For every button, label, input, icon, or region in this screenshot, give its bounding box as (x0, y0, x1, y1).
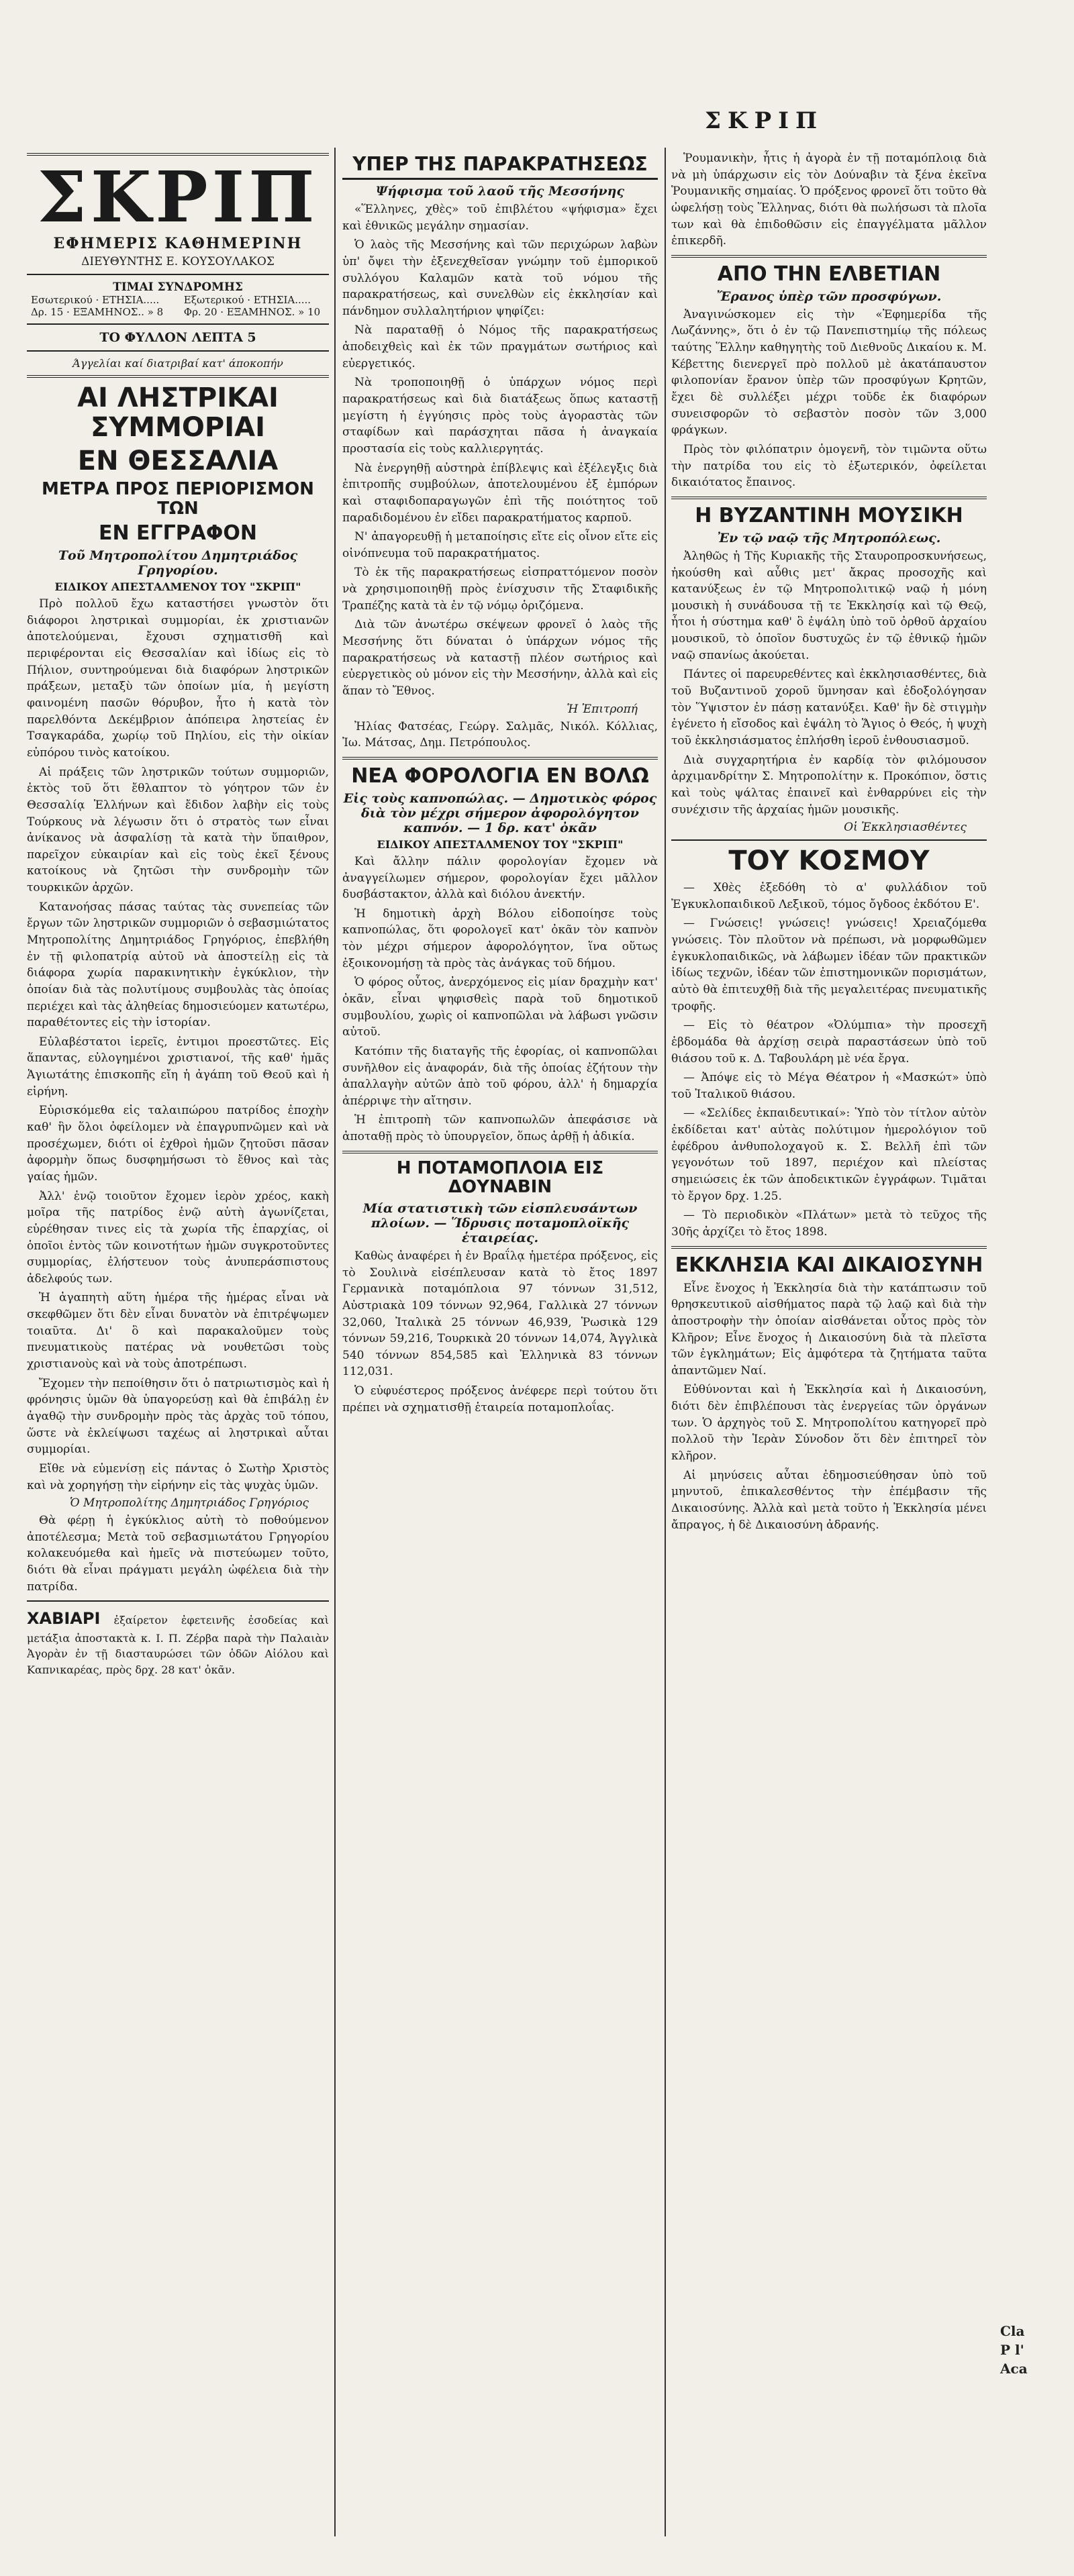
newspaper-page (27, 27, 1034, 2563)
issue-price: ΤΟ ΦΥΛΛΟΝ ΛΕΠΤΑ 5 (99, 330, 256, 345)
divider (27, 375, 329, 378)
article-paragraph: Εὐθύνονται καὶ ἡ Ἐκκλησία καὶ ἡ Δικαιοσύνη, διότι δὲν ἐπιβλέπουσι τὰς ἐνεργείας τῶν ὀργάνων των. Ὁ ἀρχηγὸς τοῦ Σ. Μητροπολίτου κατηγορεῖ πρὸ πολλοῦ τὴν Ἱερὰν Σύνοδον ὅτι δὲν ἐπιτηρεῖ τὸν κλῆρον. (671, 1383, 987, 1463)
masthead-title: ΣΚΡΙΠ (37, 156, 319, 238)
article-paragraph: Διὰ συγχαρητήρια ἐν καρδίᾳ τὸν φιλόμουσον ἀρχιμανδρίτην Σ. Μητροπολίτην κ. Προκόπιον, ὅστις καὶ τοὺς ψάλτας ἐπαινεῖ καὶ ἐνθαρρύνει εἰς τὴν συνέχισιν τῆς ἀρχαίας ἡμῶν μουσικῆς. (671, 753, 987, 817)
column-2 (342, 148, 658, 2536)
divider (671, 255, 987, 258)
article-paragraph: Ἀλλ' ἐνῷ τοιοῦτον ἔχομεν ἱερὸν χρέος, κακὴ μοῖρα τῆς πατρίδος ἐνῷ αὐτὴ ἀγωνίζεται, εὑρέθησαν τινες εἰς τὰ χωρία τῆς ἐπαρχίας, οἱ ὁποῖοι ἐντὸς τῶν κοινοτήτων ἡμῶν συγκροτοῦντες συμμορίας, ἐλήστευον τοὺς ἀνυπεράσπιστους ἀδελφούς των. (27, 1189, 329, 1286)
article-paragraph: Ὁ φόρος οὗτος, ἀνερχόμενος εἰς μίαν δραχμὴν κατ' ὀκᾶν, εἶναι ψηφισθεὶς παρὰ τοῦ δημοτικοῦ συμβουλίου, χωρὶς οἱ καπνοπῶλαι νὰ λάβωσι γνῶσιν αὐτοῦ. (342, 976, 658, 1039)
article-paragraph: Ἀληθῶς ἡ Τῆς Κυριακῆς τῆς Σταυροπροσκυνήσεως, ἠκούσθη καὶ αὖθις μετ' ἄκρας προσοχῆς καὶ κατανύξεως ἐν τῷ Μητροπολιτικῷ ναῷ ἡ μόνη μουσικὴ ἡ συνάδουσα τῇ τε Ἐκκλησίᾳ καὶ τῷ Θεῷ, ἦτοι ἡ σύστημα καθ' ὃ ἐψάλη ὑπὸ τοῦ ὀρθοῦ ἀρχαίου μουσικοῦ, τὸ ὁποῖον δυστυχῶς ἐν τῷ ἐθνικῷ ἡμῶν ναῷ σπανίως ἀκούεται. (671, 549, 987, 662)
divider (671, 497, 987, 499)
masthead-subtitle: ΕΦΗΜΕΡΙΣ ΚΑΘΗΜΕΡΙΝΗ (53, 235, 303, 252)
classified-ad (27, 1607, 329, 1677)
article-paragraph: Εἴθε νὰ εὐμενίσῃ εἰς πάντας ὁ Σωτὴρ Χριστὸς καὶ νὰ χορηγήσῃ τὴν εἰρήνην εἰς τὰς ψυχὰς ὑμῶν. (27, 1461, 329, 1492)
article-paragraph: Ἡ δημοτικὴ ἀρχὴ Βόλου εἰδοποίησε τοὺς καπνοπώλας, ὅτι φορολογεῖ κατ' ὀκᾶν τὸν καπνὸν τὸν μέχρι σήμερον ἀφορολόγητον, ἵνα οὕτως ἐξοικονομήσῃ τὰ πρὸς τὰς ἀνάγκας τοῦ δήμου. (342, 907, 658, 970)
ads-note: Άγγελίαι καί διατριβαί κατ' άποκοπήν (72, 357, 283, 370)
divider (27, 323, 329, 325)
article-deck: Ἔρανος ὑπὲρ τῶν προσφύγων. (716, 289, 942, 304)
article-paragraph: Ἀναγινώσκομεν εἰς τὴν «Ἐφημερίδα τῆς Λωζάννης», ὅτι ὁ ἐν τῷ Πανεπιστημίῳ τῆς πόλεως ταύτης Ἕλλην καθηγητὴς τοῦ Διεθνοῦς Δικαίου κ. Μ. Κέβεττης διενεργεῖ πρὸ πολλοῦ μὲ ἀκατάπαυστον φιλοπονίαν ἔρανον ὑπὲρ τῶν προσφύγων Κρητῶν, ἔχει δὲ συλλέξει μέχρι τοῦδε ἐκ διαφόρων συνεισφορῶν τὸ σεβαστὸν ποσὸν τῶν 3,000 φράγκων. (671, 307, 987, 437)
divider (27, 350, 329, 352)
article-paragraph: Θὰ φέρῃ ἡ ἐγκύκλιος αὐτὴ τὸ ποθούμενον ἀποτέλεσμα; Μετὰ τοῦ σεβασμιωτάτου Γρηγορίου κολακευόμεθα καὶ ἡμεῖς νὰ πιστεύωμεν τοῦτο, διότι θὰ εἶναι πράγματι μεγάλη ὠφέλεια διὰ τὴν πατρίδα. (27, 1514, 329, 1594)
subscription-title: ΤΙΜΑΙ ΣΥΝΔΡΟΜΗΣ (113, 280, 243, 294)
article-signature: Οἱ Ἐκκλησιασθέντες (844, 821, 967, 835)
headline-bandits: ΑΙ ΛΗΣΤΡΙΚΑΙ ΣΥΜΜΟΡΙΑΙ (77, 382, 279, 443)
headline-byzantine-music: Η ΒΥΖΑΝΤΙΝΗ ΜΟΥΣΙΚΗ (695, 503, 963, 527)
headline-church-justice: ΕΚΚΛΗΣΙΑ ΚΑΙ ΔΙΚΑΙΟΣΥΝΗ (675, 1253, 983, 1277)
divider (27, 1600, 329, 1602)
article-paragraph: Ὁ λαὸς τῆς Μεσσήνης καὶ τῶν περιχώρων λαβὼν ὑπ' ὄψει τὴν ἐξενεχθεῖσαν γνώμην τοῦ ἐμπορικοῦ συλλόγου Καλαμῶν κατὰ τοῦ νόμου τῆς παρακρατήσεως, καὶ συνελθὼν εἰς ἐκκλησίαν καὶ πάνδημον συλλαλητήριον ψηφίζει: (342, 238, 658, 318)
column-3 (671, 148, 987, 2536)
article-paragraph: Εὐρισκόμεθα εἰς ταλαιπώρου πατρίδος ἐποχὴν καθ' ἣν ὅλοι ὀφείλομεν νὰ ἐπαγρυπνῶμεν καὶ νὰ προσέχωμεν, διότι οἱ ἐχθροὶ ἡμῶν ζητοῦσι πᾶσαν ἀφορμὴν ὅπως δυσφημήσωσι τὸ ἔθνος καὶ τὰς γαίας ἡμῶν. (27, 1104, 329, 1184)
subscription-rates (27, 294, 329, 318)
article-paragraph: Νὰ παραταθῇ ὁ Νόμος τῆς παρακρατήσεως ἀποδειχθεὶς καὶ ἐκ τῶν πραγμάτων σωτήριος καὶ εὐεργετικός. (342, 323, 658, 370)
subscription-foreign: Εξωτερικού · ΕΤΗΣΙΑ..... Φρ. 20 · ΕΞΑΜΗΝΟΣ. » 10 (183, 294, 321, 318)
article-paragraph: Αἱ πράξεις τῶν ληστρικῶν τούτων συμμοριῶν, ἐκτὸς τοῦ ὅτι ἔθλαπτον τὸ γόητρον τῶν ἐν Θεσσαλίᾳ Ἑλλήνων καὶ ἔδιδον λαβὴν εἰς τοὺς Τούρκους νὰ λέγωσιν ὅτι ὁ στρατὸς των εἶναι ἀνίκανος νὰ ἀσφαλίσῃ τὰ κατὰ τὴν ὕπαιθρον, παρεῖχον εὐκαιρίαν καὶ εἰς τοὺς ἐκεῖ ξένους κατοίκους νὰ ζητῶσι τὴν συνδρομὴν τῶν τουρκικῶν ἀρχῶν. (27, 765, 329, 895)
article-paragraph: Ἔχομεν τὴν πεποίθησιν ὅτι ὁ πατριωτισμὸς καὶ ἡ φρόνησις ὑμῶν θὰ ὑπαγορεύσῃ καὶ θὰ ἐπιβάλῃ ἐν ἀγαθῷ τὴν συνδρομὴν πρὸς τὰς ἀρχὰς τοῦ τόπου, ὥστε νὰ ἐκλείψωσι ταχέως αἱ ληστρικαὶ αὗται συμμορίαι. (27, 1376, 329, 1457)
classified-title: ΧΑΒΙΑΡΙ (27, 1609, 101, 1629)
article-paragraph: Διὰ τῶν ἀνωτέρω σκέψεων φρονεῖ ὁ λαὸς τῆς Μεσσήνης ὅτι δύναται ὁ ὑπάρχων νόμος τῆς παρακρατήσεως νὰ καταστῇ πλέον σωτήριος καὶ εὐεργετικὸς οὐ μόνον εἰς τὴν Μεσσήνην, ἀλλὰ καὶ εἰς ἅπαν τὸ Ἔθνος. (342, 618, 658, 698)
article-paragraph: «Ἕλληνες, χθὲς» τοῦ ἐπιβλέτου «ψήφισμα» ἔχει καὶ ἐθνικῶς μεγάλην σημασίαν. (342, 203, 658, 233)
article-paragraph: Κατόπιν τῆς διαταγῆς τῆς ἐφορίας, οἱ καπνοπῶλαι συνῆλθον εἰς ἀναφοράν, διὰ τῆς ὁποίας ἐζήτουν τὴν ἀπαλλαγὴν αὐτῶν ἀπὸ τοῦ φόρου, ἀλλ' ἡ δημαρχία ἀπέρριψε τὴν αἴτησιν. (342, 1044, 658, 1108)
column-rule (665, 148, 666, 2536)
article-paragraph: Ἡ ἀγαπητὴ αὕτη ἡμέρα τῆς ἡμέρας εἶναι νὰ σκεφθῶμεν ὅτι δὲν εἶναι δυνατὸν νὰ ἐπιτρέψωμεν τοιαῦτα. Δι' ὃ καὶ παρακαλοῦμεν τοὺς πνευματικοὺς πατέρας νὰ νουθετῶσι τοὺς χριστιανοὺς καὶ νὰ τοὺς ἀποτρέπωσι. (27, 1291, 329, 1372)
headline-thessaly: ΕΝ ΘΕΣΣΑΛΙΑ (77, 446, 279, 476)
divider (671, 839, 987, 841)
article-paragraph: Νὰ ἐνεργηθῇ αὐστηρὰ ἐπίβλεψις καὶ ἐξέλεγξις διὰ ἐπιτροπῆς συμβούλων, ἀποτελουμένου ἐξ ἐμπόρων καὶ σταφιδοπαραγωγῶν ἐπὶ τῆς ποιότητος τοῦ παραδιδομένου ἐν εἴδει παρακρατήματος καρποῦ. (342, 461, 658, 525)
headline-tax: ΝΕΑ ΦΟΡΟΛΟΓΙΑ ΕΝ ΒΟΛΩ (351, 764, 649, 788)
article-deck: Ἐν τῷ ναῷ τῆς Μητροπόλεως. (717, 530, 941, 546)
article-deck: Μία στατιστικὴ τῶν εἰσπλευσάντων πλοίων. — Ἵδρυσις ποταμοπλοϊκῆς ἑταιρείας. (362, 1200, 638, 1245)
headline-measures: ΜΕΤΡΑ ΠΡΟΣ ΠΕΡΙΟΡΙΣΜΟΝ ΤΩΝ (42, 479, 314, 519)
masthead-director: ΔΙΕΥΘΥΝΤΗΣ Ε. ΚΟΥΣΟΥΛΑΚΟΣ (81, 255, 275, 268)
section-heading: ΥΠΕΡ ΤΗΣ ΠΑΡΑΚΡΑΤΗΣΕΩΣ (342, 153, 658, 180)
article-paragraph: — «Σελίδες ἐκπαιδευτικαί»: Ὑπὸ τὸν τίτλον αὐτὸν ἐκδίδεται κατ' αὐτὰς πολύτιμον ἡμερολόγιον τοῦ ἐφέδρου ἀνθυπολοχαγοῦ κ. Σ. Βελλῆ ἐπὶ τῶν γεγονότων τοῦ 1897, περιέχον καὶ πλείστας σημειώσεις ἐκ τῶν ἀποδεικτικῶν ἐγγράφων. Τιμᾶται τὸ ἔργον δρχ. 1.25. (671, 1106, 987, 1203)
article-paragraph: — Εἰς τὸ θέατρον «Ὀλύμπια» τὴν προσεχῆ ἑβδομάδα θὰ ἀρχίσῃ σειρὰ παραστάσεων ὑπὸ τοῦ θιάσου τοῦ κ. Δ. Ταβουλάρη μὲ νέα ἔργα. (671, 1019, 987, 1066)
headline-society: ΤΟΥ ΚΟΣΜΟΥ (728, 845, 930, 877)
article-paragraph: Κατανοήσας πάσας ταύτας τὰς συνεπείας τῶν ἔργων τῶν ληστρικῶν συμμοριῶν ὁ σεβασμιώτατος Μητροπολίτης Δημητριάδος Γρηγόριος, ἐπεβλήθη ἐν τῇ φιλοπατρίᾳ αὐτοῦ νὰ ἀποστείλῃ εἰς τὰ διάφορα χωρία παρακινητικὴν ἐγκύκλιον, τὴν ὁποίαν διὰ τὰς πολυτίμους συμβουλὰς τὰς ὁποίας περιέχει καὶ τὰς ἀληθείας δημοσιεύομεν κατωτέρω, παραθέτοντες εἰς τὴν ἱστορίαν. (27, 900, 329, 1030)
divider (342, 1151, 658, 1153)
adjacent-page-fragment: Cla P l' Aca (1000, 2323, 1028, 2377)
article-paragraph: — Τὸ περιοδικὸν «Πλάτων» μετὰ τὸ τεῦχος τῆς 30ῆς ἀρχίζει τὸ ἔτος 1898. (671, 1208, 987, 1239)
article-signature: Ὁ Μητροπολίτης Δημητριάδος Γρηγόριος (69, 1496, 309, 1510)
article-paragraph: Ἡ ἐπιτροπὴ τῶν καπνοπωλῶν ἀπεφάσισε νὰ ἀποταθῇ πρὸς τὸ ὑπουργεῖον, ὅπως ἀρθῇ ἡ ἀδικία. (342, 1113, 658, 1144)
headline-document: ΕΝ ΕΓΓΡΑΦΟΝ (98, 521, 258, 546)
divider (671, 1246, 987, 1249)
article-paragraph: — Χθὲς ἐξεδόθη τὸ α' φυλλάδιον τοῦ Ἐγκυκλοπαιδικοῦ Λεξικοῦ, τόμος ὄγδοος ἐκδότου Ε'. (671, 881, 987, 911)
article-paragraph: Εἶνε ἔνοχος ἡ Ἐκκλησία διὰ τὴν κατάπτωσιν τοῦ θρησκευτικοῦ αἰσθήματος παρὰ τῷ λαῷ καὶ διὰ τὴν ἀποστροφὴν τὴν ὁποίαν αἰσθάνεται οὗτος πρὸς τὸν Κλῆρον; Εἶνε ἔνοχος ἡ Δικαιοσύνη διὰ τὰ πλεῖστα τῶν ἐγκλημάτων; Εἰς ἀμφότερα τὰ ζητήματα ταῦτα ἀπαντῶμεν Ναί. (671, 1281, 987, 1378)
article-paragraph: Ν' ἀπαγορευθῇ ἡ μεταποίησις εἴτε εἰς οἶνον εἴτε εἰς οἰνόπνευμα τοῦ παρακρατήματος. (342, 530, 658, 560)
article-paragraph: Αἱ μηνύσεις αὗται ἐδημοσιεύθησαν ὑπὸ τοῦ μηνυτοῦ, ἐπικαλεσθέντος τὴν ἐπέμβασιν τῆς Δικαιοσύνης. Ἀλλὰ καὶ μετὰ τοῦτο ἡ Ἐκκλησία μένει ἄπραγος, ἡ δὲ Δικαιοσύνη ἀδρανής. (671, 1468, 987, 1532)
article-paragraph: Ῥουμανικὴν, ἧτις ἡ ἀγορὰ ἐν τῇ ποταμόπλοιᾳ διὰ νὰ μὴ ὑπάρχωσιν εἰς τὸν Δούναβιν τὰ ξένα ἐκεῖνα Ῥουμανικῆς σημαίας. Ὁ πρόξενος φρονεῖ ὅτι τοῦτο θὰ ὠφελήσῃ τοὺς Ἕλληνας, διότι θὰ πωλήσωσι τὰ πλοῖα των καὶ θὰ ἐπιδοθῶσιν εἰς ἐπαγγέλματα μᾶλλον ἐπικερδῆ. (671, 152, 987, 248)
article-byline: ΕΙΔΙΚΟΥ ΑΠΕΣΤΑΛΜΕΝΟΥ ΤΟΥ "ΣΚΡΙΠ" (377, 837, 624, 851)
article-paragraph: Τὸ ἐκ τῆς παρακρατήσεως εἰσπραττόμενον ποσὸν νὰ χρησιμοποιηθῇ πρὸς ἐνίσχυσιν τῆς Σταφιδικῆς Τραπέζης κατὰ τὰ ἐν τῷ νόμῳ ὁριζόμενα. (342, 566, 658, 613)
article-paragraph: Καθὼς ἀναφέρει ἡ ἐν Βραΐλᾳ ἡμετέρα πρόξενος, εἰς τὸ Σουλινὰ εἰσέπλευσαν κατὰ τὸ ἔτος 1897 Γερμανικὰ ποταμόπλοια 97 τόννων 31,512, Αὐστριακὰ 109 τόννων 92,964, Γαλλικὰ 27 τόννων 32,060, Ἰταλικὰ 25 τόννων 46,939, Ῥωσικὰ 129 τόννων 59,216, Τουρκικὰ 20 τόννων 14,074, Ἀγγλικὰ 540 τόννων 854,585 καὶ Ἑλληνικὰ 83 τόννων 112,031. (342, 1249, 658, 1379)
subscription-domestic: Εσωτερικού · ΕΤΗΣΙΑ..... Δρ. 15 · ΕΞΑΜΗΝΟΣ.. » 8 (31, 294, 164, 318)
headline-switzerland: ΑΠΟ ΤΗΝ ΕΛΒΕΤΙΑΝ (717, 262, 941, 286)
article-paragraph: — Γνώσεις! γνώσεις! γνώσεις! Χρειαζόμεθα γνώσεις. Τὸν πλοῦτον νὰ πρέπωσι, νὰ μορφωθῶμεν ἐγκυκλοπαιδικῶς, νὰ λάβωμεν ἰδέαν τῶν πρακτικῶν ἰδίως τεχνῶν, ἰδέαν τῶν ἐπιστημονικῶν πορισμάτων, αὐτὸ θὰ ἐπιτευχθῇ διὰ τῆς μεγαλειτέρας πνευματικῆς τροφῆς. (671, 917, 987, 1013)
column-1 (27, 148, 329, 2536)
article-paragraph: Νὰ τροποποιηθῇ ὁ ὑπάρχων νόμος περὶ παρακρατήσεως καὶ διὰ διατάξεως ὅπως καταστῇ μεγίστη ἡ ἐγγύησις πρὸς τοὺς ἀγοραστὰς τῶν σταφίδων καὶ παράσχηται πᾶσα ἡ ἀναγκαία προστασία εἰς τοὺς καλλιεργητάς. (342, 376, 658, 456)
article-paragraph: Εὐλαβέστατοι ἱερεῖς, ἐντιμοι προεστῶτες. Εἰς ἅπαντας, εὐλογημένοι χριστιανοί, τῆς καθ' ἡμᾶς Ἁγιωτάτης ἐπισκοπῆς εἴη ἡ ἀγάπη τοῦ Θεοῦ καὶ ἡ εἰρήνη. (27, 1035, 329, 1098)
article-paragraph: — Ἀπόψε εἰς τὸ Μέγα Θέατρον ἡ «Μασκώτ» ὑπὸ τοῦ Ἰταλικοῦ θιάσου. (671, 1071, 987, 1101)
committee-title: Ἡ Ἐπιτροπή (567, 702, 638, 716)
article-deck: Εἰς τοὺς καπνοπώλας. — Δημοτικὸς φόρος διὰ τὸν μέχρι σήμερον ἀφορολόγητον καπνόν. — 1 δρ. κατ' ὀκᾶν (343, 790, 657, 835)
article-byline: ΕΙΔΙΚΟΥ ΑΠΕΣΤΑΛΜΕΝΟΥ ΤΟΥ "ΣΚΡΙΠ" (54, 580, 301, 594)
article-deck: Ψήφισμα τοῦ λαοῦ τῆς Μεσσήνης (375, 184, 625, 199)
article-paragraph: Καὶ ἄλλην πάλιν φορολογίαν ἔχομεν νὰ ἀναγγείλωμεν σήμερον, φορολογίαν ἔχει μᾶλλον δυσβάστακτον, ἀλλὰ καὶ διόλου ἀνεκτήν. (342, 854, 658, 902)
article-paragraph: Ὁ εὐφυέστερος πρόξενος ἀνέφερε περὶ τούτου ὅτι πρέπει νὰ σχηματισθῇ ἑταιρεία ποταμοπλοΐας. (342, 1384, 658, 1414)
divider (27, 274, 329, 275)
article-paragraph: Πάντες οἱ παρευρεθέντες καὶ ἐκκλησιασθέντες, διὰ τοῦ Βυζαντινοῦ χοροῦ ὕμνησαν καὶ ἐδοξολόγησαν τὸν Ὕψιστον ἐν πάσῃ κατανύξει. Καθ' ἣν δὲ στιγμὴν ἐγένετο ἡ εἴσοδος καὶ ἐψάλη τὸ Ἅγιος ὁ Θεός, ἡ ψυχὴ τοῦ ἐκκλησιάσματος ἐπλήσθη ἱεροῦ ἐνθουσιασμοῦ. (671, 668, 987, 748)
article-deck: Τοῦ Μητροπολίτου Δημητριάδος Γρηγορίου. (58, 548, 298, 578)
classified-text: ἐξαίρετον ἐφετεινῆς ἐσοδείας καὶ μετάξια ἀποστακτὰ κ. Ι. Π. Ζέρβα παρὰ τὴν Παλαιὰν Ἀγορὰν ἐν τῇ διασταυρώσει τῶν ὁδῶν Αἰόλου καὶ Καπνικαρέας, πρὸς δρχ. 28 κατ' ὀκᾶν. (27, 1614, 329, 1676)
committee-names: Ἠλίας Φατσέας, Γεώργ. Σαλμᾶς, Νικόλ. Κόλλιας, Ἰω. Μάτσας, Δημ. Πετρόπουλος. (342, 719, 658, 750)
article-paragraph: Πρὸς τὸν φιλόπατριν ὁμογενῆ, τὸν τιμῶντα οὕτω τὴν πατρίδα του εἰς τὸ ἐξωτερικόν, ὀφείλεται δικαιότατος ἔπαινος. (671, 442, 987, 490)
running-head: ΣΚΡΙΠ (705, 107, 824, 134)
column-rule (334, 148, 336, 2536)
article-paragraph: Πρὸ πολλοῦ ἔχω καταστήσει γνωστὸν ὅτι διάφοροι ληστρικαὶ συμμορίαι, ἐκ χριστιανῶν ἀποτελούμεναι, ἔχουσι σχηματισθῆ καὶ περιφέρονται εἰς Θεσσαλίαν καὶ ἰδίως εἰς τὸ Πήλιον, συντηρούμεναι διὰ διαφόρων ληστρικῶν πράξεων, μεταξὺ τῶν ὁποίων μία, ἡ μεγίστη φαινομένη πασῶν θόρυβον, ἦτο ἡ κατὰ τὸν παρελθόντα Δεκέμβριον ἀπόπειρα ληστείας ἐν Τσαγκαράδα, χωρίῳ τοῦ Πηλίου, εἰς τὴν οἰκίαν εὐπόρου τινὸς κατοίκου. (27, 597, 329, 760)
divider (342, 757, 658, 760)
headline-danube: Η ΠΟΤΑΜΟΠΛΟΙΑ ΕΙΣ ΔΟΥΝΑΒΙΝ (396, 1157, 604, 1198)
